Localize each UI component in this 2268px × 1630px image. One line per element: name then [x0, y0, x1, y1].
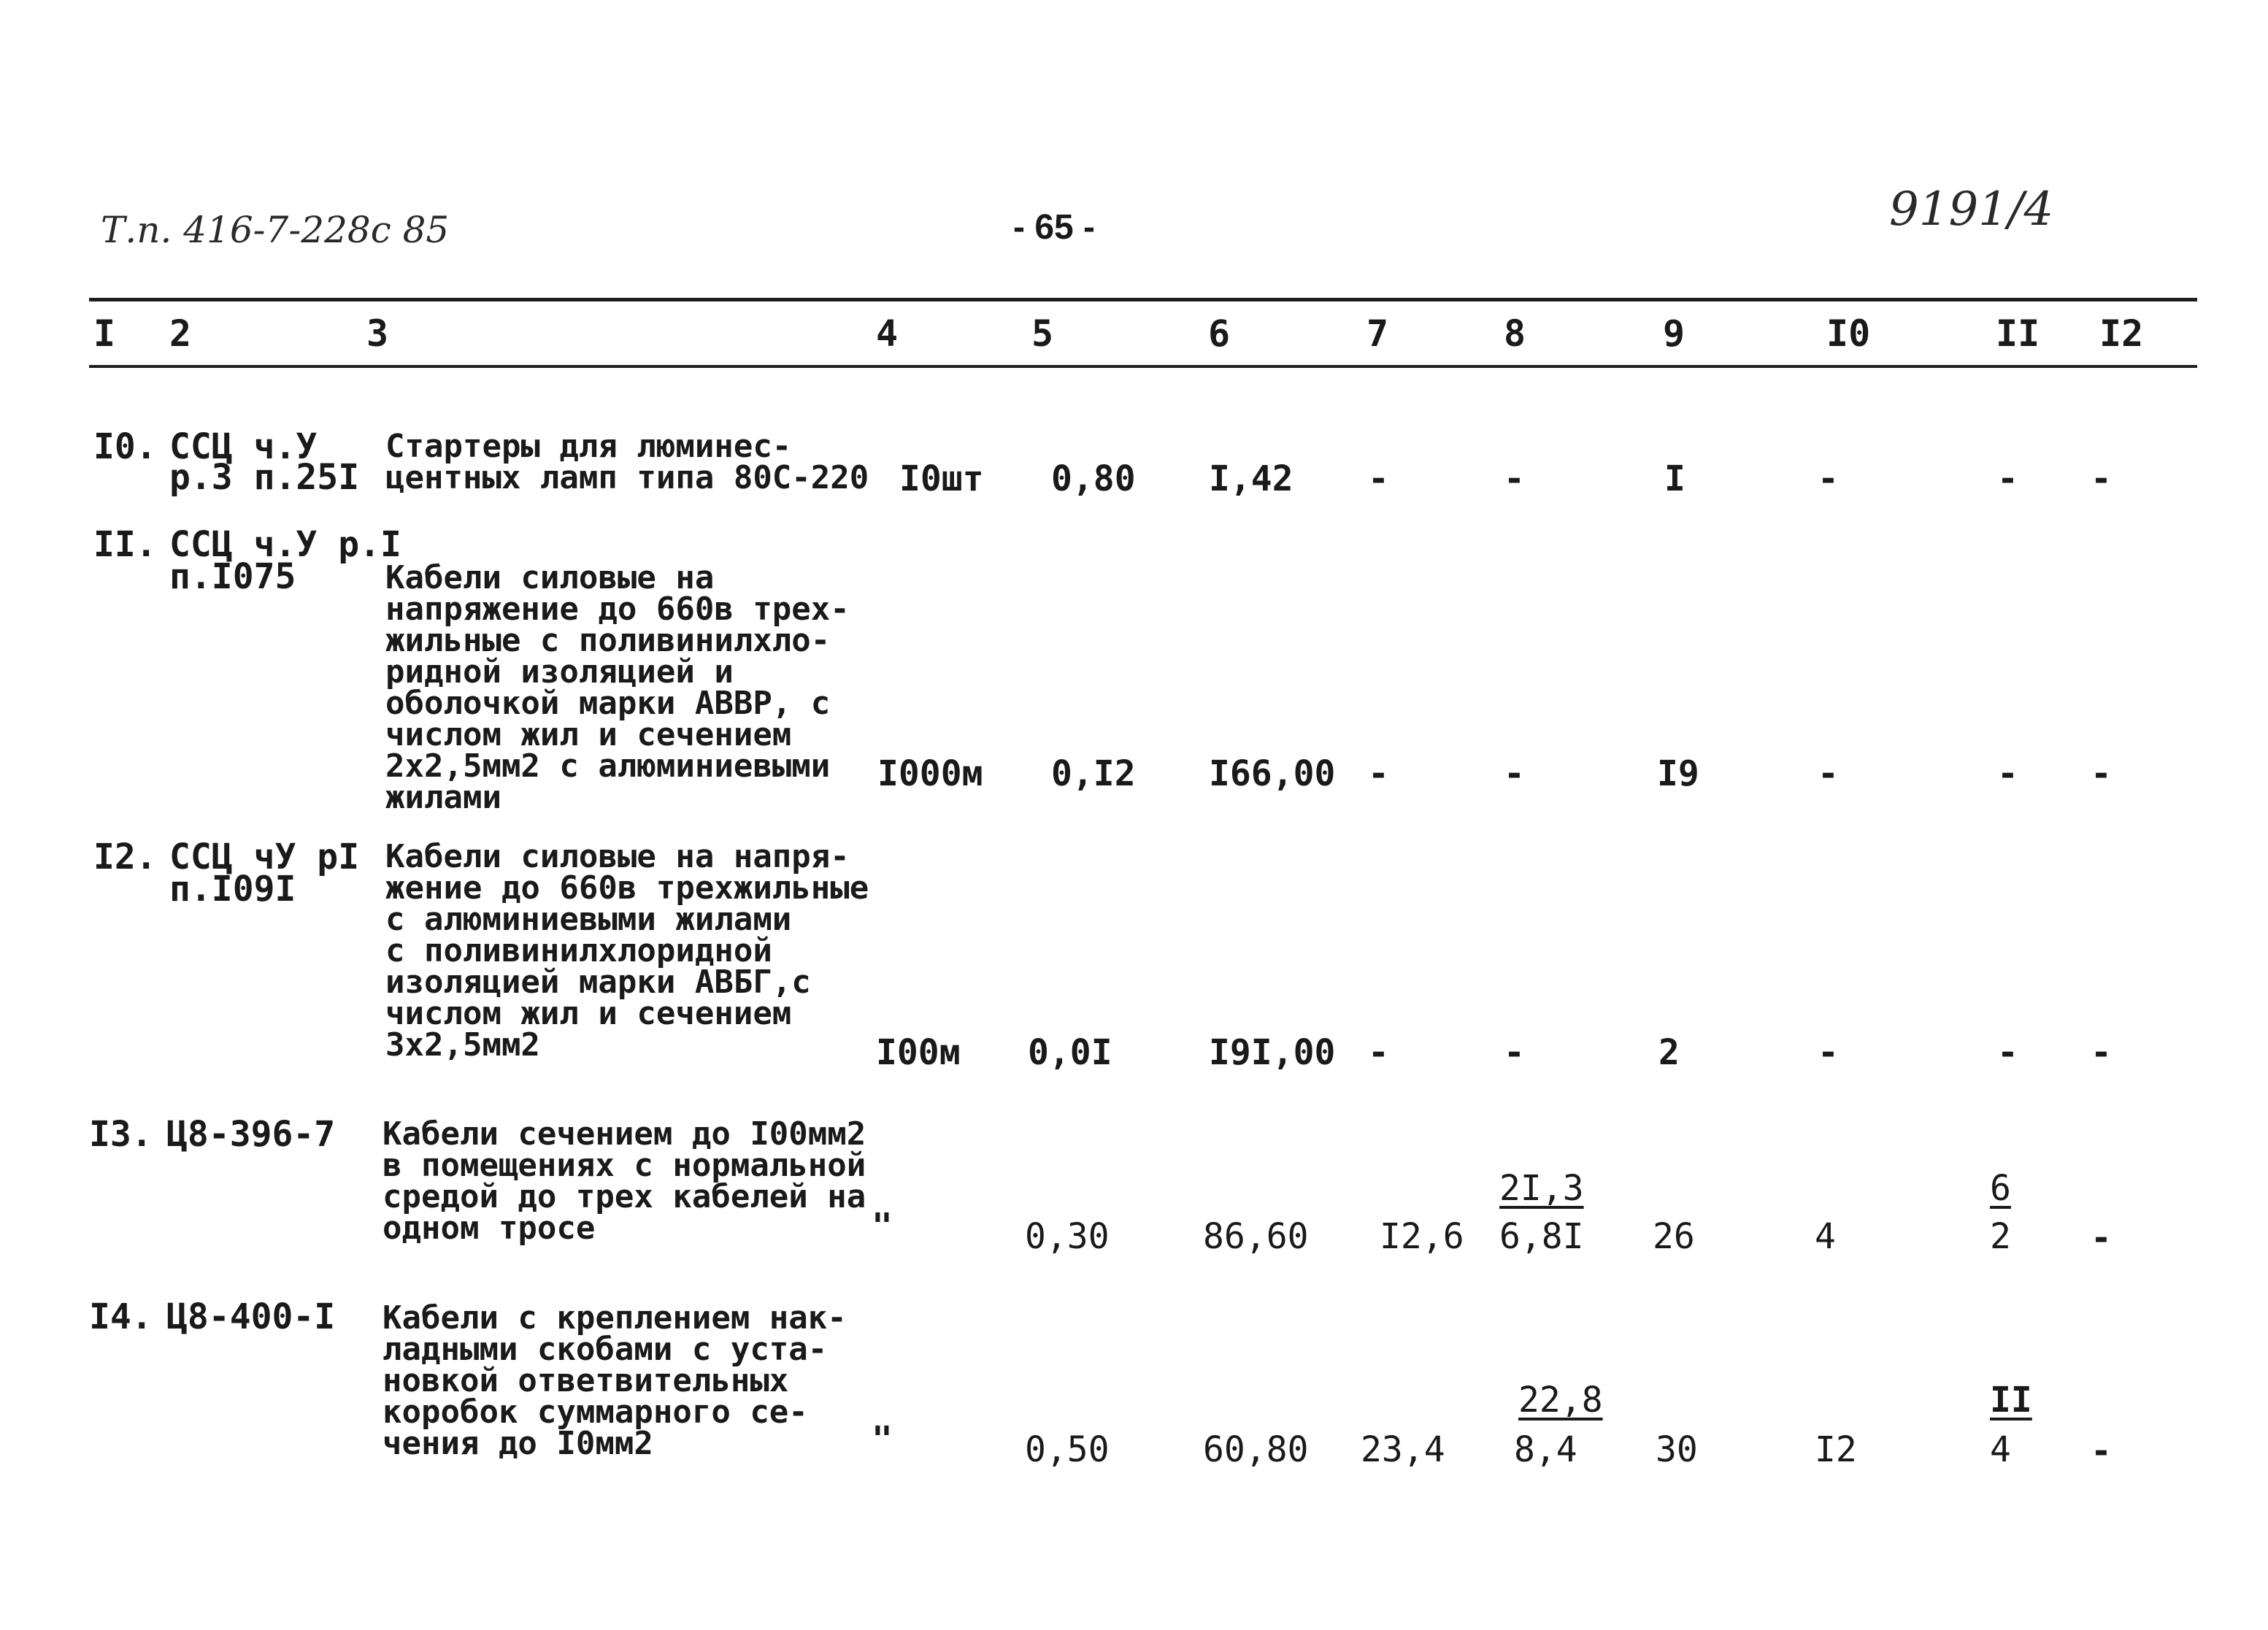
column-header: 7	[1366, 312, 1389, 355]
value-cell: I	[1664, 458, 1685, 499]
work-description: Кабели силовые на	[385, 559, 715, 596]
column-header: II	[1996, 312, 2040, 355]
unit-cell: I0шт	[899, 458, 984, 499]
value-cell: -	[1368, 1032, 1389, 1073]
value-cell: 0,80	[1051, 458, 1136, 499]
value-cell: -	[1818, 458, 1839, 499]
work-description: жилами	[385, 779, 501, 816]
row-number: I4.	[89, 1296, 153, 1337]
column-header: 2	[169, 312, 192, 355]
norm-code: п.I09I	[169, 869, 296, 910]
work-description: средой до трех кабелей на	[383, 1178, 866, 1215]
value-cell: 2	[1658, 1032, 1680, 1073]
unit-cell: "	[872, 1206, 893, 1247]
norm-code: Ц8-400-I	[166, 1296, 336, 1337]
work-description: одном тросе	[383, 1210, 596, 1247]
value-cell: -	[2091, 458, 2112, 499]
value-cell: 0,I2	[1051, 753, 1136, 794]
fraction-denominator: 4	[1990, 1429, 2011, 1470]
fraction-numerator: 6	[1990, 1168, 2011, 1209]
column-header: I0	[1826, 312, 1871, 355]
norm-code: ССЦ ч.У	[169, 426, 318, 467]
page-number: - 65 -	[1013, 208, 1096, 247]
value-cell: -	[1368, 753, 1389, 794]
unit-cell: I00м	[876, 1032, 961, 1073]
sheet-reference: 9191/4	[1889, 182, 2054, 237]
value-cell: -	[1818, 753, 1839, 794]
value-cell: 30	[1656, 1429, 1698, 1470]
work-description: с поливинилхлоридной	[385, 932, 772, 969]
value-cell: I2	[1815, 1429, 1857, 1470]
document-code: Т.п. 416-7-228с 85	[101, 209, 450, 251]
fraction-numerator: 2I,3	[1499, 1168, 1584, 1209]
work-description: Кабели силовые на напря-	[385, 838, 850, 875]
value-cell: 0,30	[1025, 1216, 1110, 1257]
value-cell: -	[1818, 1032, 1839, 1073]
fraction-denominator: 8,4	[1514, 1429, 1577, 1470]
column-header: I2	[2099, 312, 2144, 355]
work-description: Кабели с креплением нак-	[383, 1299, 847, 1337]
value-cell: -	[2091, 1218, 2112, 1258]
unit-cell: "	[872, 1419, 893, 1460]
fraction-denominator: 2	[1990, 1216, 2011, 1257]
value-cell: -	[2091, 1431, 2112, 1472]
value-cell: -	[2091, 753, 2112, 794]
value-cell: 23,4	[1361, 1429, 1445, 1470]
value-cell: 0,50	[1025, 1429, 1110, 1470]
work-description: изоляцией марки АВБГ,с	[385, 964, 811, 1001]
value-cell: I9I,00	[1209, 1032, 1336, 1073]
column-header: 5	[1031, 312, 1054, 355]
norm-code: Ц8-396-7	[166, 1114, 336, 1155]
work-description: новкой ответвительных	[383, 1362, 789, 1399]
column-header: 6	[1208, 312, 1231, 355]
work-description: с алюминиевыми жилами	[385, 901, 792, 938]
work-description: оболочкой марки АВВР, с	[385, 685, 831, 722]
column-header: I	[93, 312, 116, 355]
work-description: центных ламп типа 80С-220	[385, 459, 869, 496]
fraction-numerator: 22,8	[1518, 1380, 1603, 1421]
value-cell: -	[1504, 458, 1525, 499]
work-description: чения до I0мм2	[383, 1425, 653, 1462]
work-description: 3х2,5мм2	[385, 1026, 540, 1064]
value-cell: I,42	[1209, 458, 1293, 499]
value-cell: -	[1997, 1032, 2018, 1073]
value-cell: I66,00	[1209, 753, 1336, 794]
work-description: Кабели сечением до I00мм2	[383, 1115, 866, 1153]
work-description: коробок суммарного се-	[383, 1393, 808, 1431]
work-description: в помещениях с нормальной	[383, 1147, 866, 1184]
value-cell: I9	[1657, 753, 1699, 794]
row-number: I0.	[93, 426, 157, 467]
work-description: числом жил и сечением	[385, 716, 792, 753]
column-header: 4	[876, 312, 899, 355]
work-description: жение до 660в трехжильные	[385, 869, 869, 907]
fraction-numerator: II	[1990, 1380, 2032, 1421]
work-description: числом жил и сечением	[385, 995, 792, 1032]
table-header-rule	[89, 365, 2197, 368]
value-cell: I2,6	[1380, 1216, 1464, 1257]
norm-code: ССЦ чУ рI	[169, 837, 360, 877]
fraction-denominator: 6,8I	[1499, 1216, 1584, 1257]
work-description: ладными скобами с уста-	[383, 1331, 828, 1368]
column-header: 8	[1504, 312, 1526, 355]
column-header: 3	[366, 312, 389, 355]
value-cell: 60,80	[1203, 1429, 1309, 1470]
value-cell: -	[1997, 458, 2018, 499]
value-cell: -	[1504, 753, 1525, 794]
work-description: Стартеры для люминес-	[385, 428, 792, 465]
norm-code: п.I075	[169, 556, 296, 597]
value-cell: 4	[1815, 1216, 1836, 1257]
work-description: 2х2,5мм2 с алюминиевыми	[385, 747, 831, 785]
value-cell: 86,60	[1203, 1216, 1309, 1257]
unit-cell: I000м	[877, 753, 983, 794]
column-header: 9	[1663, 312, 1685, 355]
norm-code: р.3 п.25I	[169, 457, 360, 498]
value-cell: 26	[1653, 1216, 1695, 1257]
value-cell: -	[1997, 753, 2018, 794]
value-cell: 0,0I	[1028, 1032, 1112, 1073]
row-number: II.	[93, 524, 157, 565]
work-description: напряжение до 660в трех-	[385, 591, 850, 628]
norm-code: ССЦ ч.У р.I	[169, 524, 401, 565]
value-cell: -	[2091, 1032, 2112, 1073]
work-description: ридной изоляцией и	[385, 653, 734, 691]
work-description: жильные с поливинилхло-	[385, 622, 831, 659]
value-cell: -	[1368, 458, 1389, 499]
row-number: I2.	[93, 837, 157, 877]
value-cell: -	[1504, 1032, 1525, 1073]
table-top-rule	[89, 298, 2197, 301]
row-number: I3.	[89, 1114, 153, 1155]
